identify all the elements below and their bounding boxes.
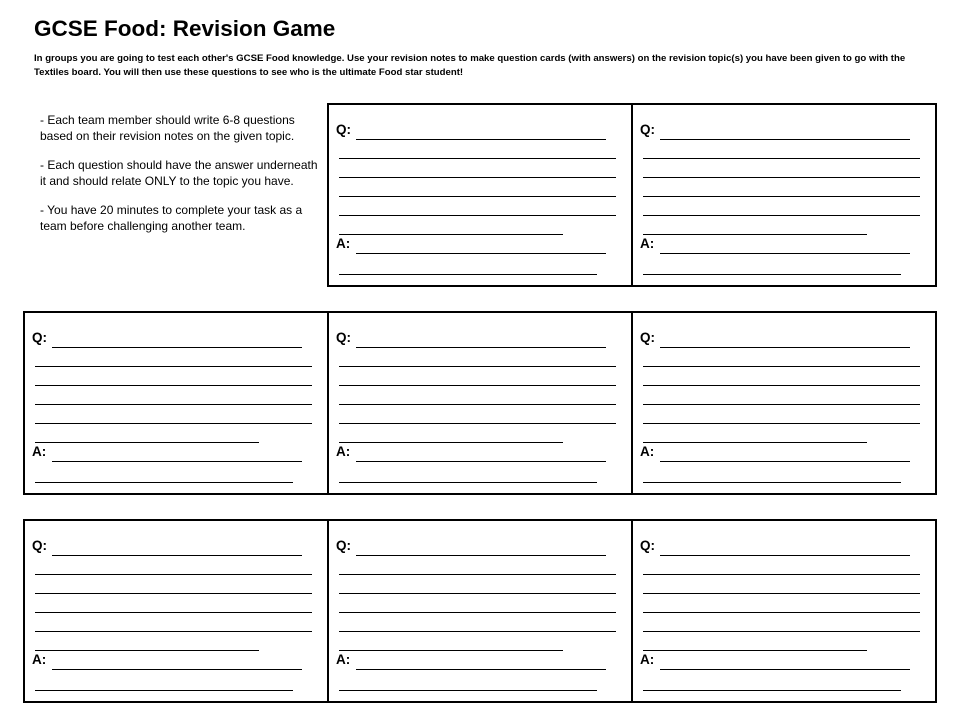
- page-title: GCSE Food: Revision Game: [34, 16, 336, 41]
- question-write-line: [339, 574, 616, 575]
- instruction-2: - Each question should have the answer underneath it and should relate ONLY to the topic you have.: [40, 158, 318, 188]
- answer-write-line: [356, 461, 606, 462]
- question-write-line: [643, 593, 920, 594]
- answer-write-line: [356, 669, 606, 670]
- question-write-line: [339, 612, 616, 613]
- answer-write-line: [339, 274, 597, 275]
- question-write-line: [643, 631, 920, 632]
- question-card: [327, 519, 633, 703]
- question-write-line: [643, 196, 920, 197]
- answer-label: A:: [336, 236, 351, 251]
- question-write-line: [35, 366, 312, 367]
- question-write-line: [356, 347, 606, 348]
- question-label: Q:: [32, 538, 47, 553]
- question-card: [327, 311, 633, 495]
- answer-write-line: [643, 482, 901, 483]
- question-write-line: [643, 177, 920, 178]
- question-write-line: [339, 215, 616, 216]
- question-write-line: [35, 423, 312, 424]
- question-write-line: [643, 385, 920, 386]
- question-write-line: [643, 366, 920, 367]
- answer-write-line: [339, 690, 597, 691]
- question-write-line: [356, 555, 606, 556]
- question-write-line: [643, 158, 920, 159]
- instructions: [40, 112, 318, 247]
- question-card: [631, 311, 937, 495]
- question-write-line: [339, 404, 616, 405]
- question-write-line: [339, 593, 616, 594]
- question-write-line: [339, 177, 616, 178]
- question-write-line: [35, 442, 259, 443]
- question-label: Q:: [336, 330, 351, 345]
- question-write-line: [643, 423, 920, 424]
- question-write-line: [339, 442, 563, 443]
- question-label: Q:: [32, 330, 47, 345]
- question-write-line: [35, 593, 312, 594]
- question-write-line: [356, 139, 606, 140]
- question-write-line: [643, 215, 920, 216]
- answer-write-line: [52, 461, 302, 462]
- question-write-line: [52, 347, 302, 348]
- question-write-line: [52, 555, 302, 556]
- question-write-line: [339, 631, 616, 632]
- question-write-line: [643, 442, 867, 443]
- question-card: [631, 519, 937, 703]
- question-card: [23, 519, 329, 703]
- answer-write-line: [643, 690, 901, 691]
- question-write-line: [35, 631, 312, 632]
- answer-write-line: [35, 482, 293, 483]
- question-write-line: [339, 234, 563, 235]
- answer-write-line: [35, 690, 293, 691]
- question-write-line: [35, 650, 259, 651]
- question-write-line: [35, 612, 312, 613]
- question-write-line: [643, 404, 920, 405]
- question-write-line: [339, 423, 616, 424]
- question-write-line: [660, 347, 910, 348]
- question-write-line: [660, 139, 910, 140]
- answer-label: A:: [336, 652, 351, 667]
- answer-write-line: [660, 669, 910, 670]
- answer-write-line: [356, 253, 606, 254]
- question-write-line: [643, 612, 920, 613]
- question-label: Q:: [336, 122, 351, 137]
- intro-text: In groups you are going to test each other's GCSE Food knowledge. Use your revision notes to make question cards (with answers) on the revision topic(s) you have been given to go with the Textiles board. You will then use these questions to see who is the ultimate Food star student!: [34, 53, 906, 78]
- question-write-line: [339, 158, 616, 159]
- question-write-line: [339, 650, 563, 651]
- question-write-line: [35, 385, 312, 386]
- question-label: Q:: [640, 122, 655, 137]
- answer-label: A:: [640, 652, 655, 667]
- question-write-line: [660, 555, 910, 556]
- answer-write-line: [643, 274, 901, 275]
- question-card: [327, 103, 633, 287]
- question-label: Q:: [640, 538, 655, 553]
- question-write-line: [339, 385, 616, 386]
- instruction-1: - Each team member should write 6-8 questions based on their revision notes on the given topic.: [40, 113, 295, 143]
- answer-label: A:: [32, 444, 47, 459]
- question-label: Q:: [336, 538, 351, 553]
- answer-label: A:: [640, 444, 655, 459]
- answer-write-line: [52, 669, 302, 670]
- question-write-line: [339, 196, 616, 197]
- answer-label: A:: [640, 236, 655, 251]
- question-card: [23, 311, 329, 495]
- answer-label: A:: [32, 652, 47, 667]
- question-card: [631, 103, 937, 287]
- question-write-line: [35, 404, 312, 405]
- question-label: Q:: [640, 330, 655, 345]
- question-write-line: [643, 574, 920, 575]
- answer-write-line: [339, 482, 597, 483]
- question-write-line: [35, 574, 312, 575]
- question-write-line: [643, 234, 867, 235]
- answer-write-line: [660, 253, 910, 254]
- answer-label: A:: [336, 444, 351, 459]
- instruction-3: - You have 20 minutes to complete your task as a team before challenging another team.: [40, 203, 303, 233]
- question-write-line: [339, 366, 616, 367]
- question-write-line: [643, 650, 867, 651]
- answer-write-line: [660, 461, 910, 462]
